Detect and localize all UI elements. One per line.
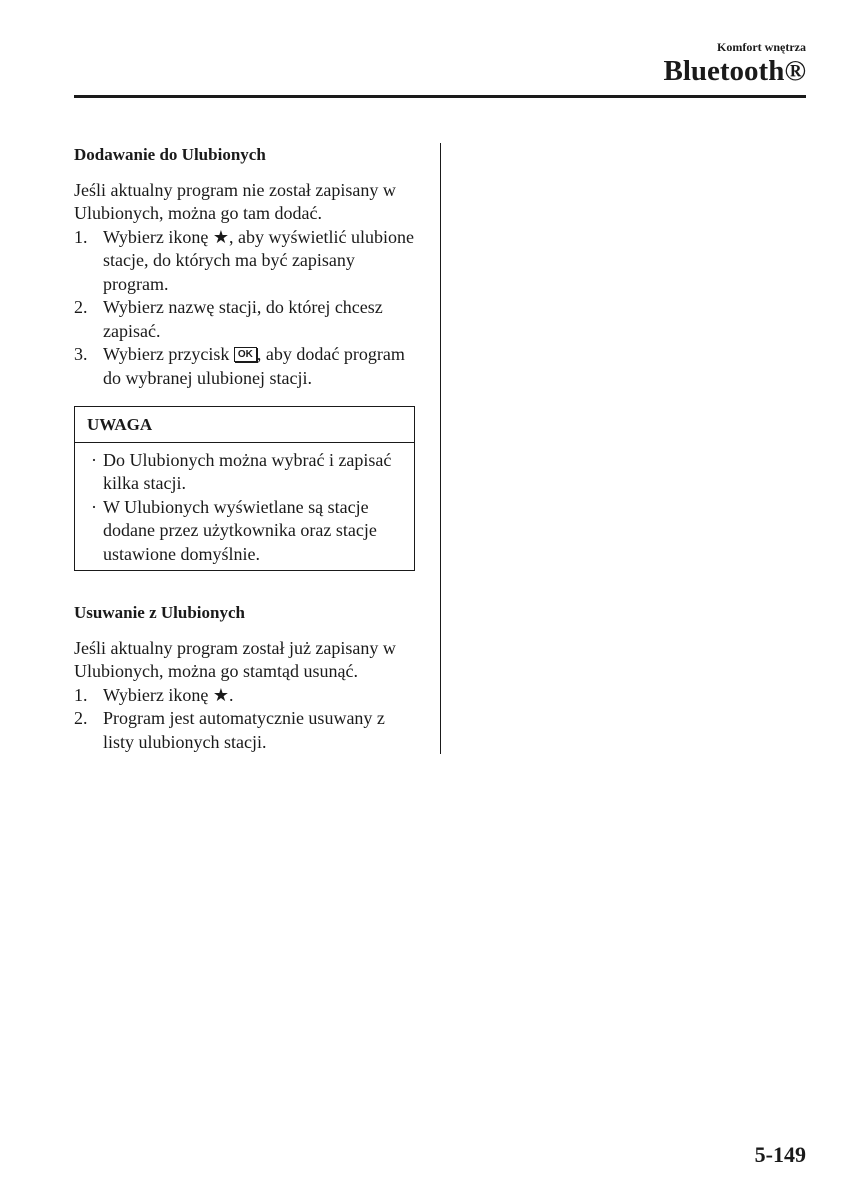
step-text: Wybierz ikonę	[103, 226, 213, 247]
step-number: 3.	[74, 344, 88, 364]
chapter-title: Bluetooth®	[663, 55, 806, 87]
note-list	[87, 449, 404, 567]
bullet-icon: ·	[91, 496, 97, 517]
star-icon: ★	[212, 684, 230, 705]
left-column	[74, 143, 419, 754]
ok-button-icon: OK	[234, 347, 257, 362]
add-favorites-steps	[74, 226, 419, 391]
remove-favorites-heading: Usuwanie z Ulubionych	[74, 603, 245, 622]
note-body	[75, 443, 414, 571]
step-number: 2.	[74, 297, 88, 317]
step-text: Program jest automatycznie usuwany z listy ulubionych stacji.	[103, 708, 385, 752]
note-text: Do Ulubionych można wybrać i zapisać kilka stacji.	[103, 449, 392, 493]
remove-favorites-intro: Jeśli aktualny program został już zapisany w Ulubionych, można go stamtąd usunąć.	[74, 637, 396, 681]
step-text: Wybierz nazwę stacji, do której chcesz zapisać.	[103, 297, 383, 341]
list-item	[74, 226, 419, 297]
list-item	[87, 449, 404, 496]
note-box	[74, 406, 415, 571]
bullet-icon: ·	[91, 449, 97, 470]
step-text: , aby dodać program do wybranej ulubionej stacji.	[103, 344, 405, 388]
column-divider	[440, 143, 441, 754]
section-label: Komfort wnętrza	[717, 40, 806, 54]
step-number: 1.	[74, 684, 88, 705]
list-item	[87, 496, 404, 567]
header-rule	[74, 95, 806, 98]
step-text: Wybierz ikonę	[103, 684, 213, 705]
step-number: 2.	[74, 708, 88, 728]
list-item	[74, 707, 419, 754]
add-favorites-heading: Dodawanie do Ulubionych	[74, 145, 266, 164]
step-number: 1.	[74, 226, 88, 247]
page-number: 5-149	[754, 1142, 806, 1167]
remove-favorites-steps	[74, 684, 419, 755]
step-text: , aby wyświetlić ulubione stacje, do których ma być zapisany program.	[103, 226, 414, 294]
step-text: .	[229, 684, 234, 705]
list-item	[74, 296, 419, 343]
list-item	[74, 343, 419, 390]
note-title: UWAGA	[75, 407, 414, 443]
star-icon: ★	[212, 226, 230, 247]
add-favorites-intro: Jeśli aktualny program nie został zapisany w Ulubionych, można go tam dodać.	[74, 179, 396, 223]
note-text: W Ulubionych wyświetlane są stacje dodane przez użytkownika oraz stacje ustawione domyślnie.	[103, 496, 377, 564]
step-text: Wybierz przycisk	[103, 344, 234, 364]
list-item	[74, 684, 419, 708]
